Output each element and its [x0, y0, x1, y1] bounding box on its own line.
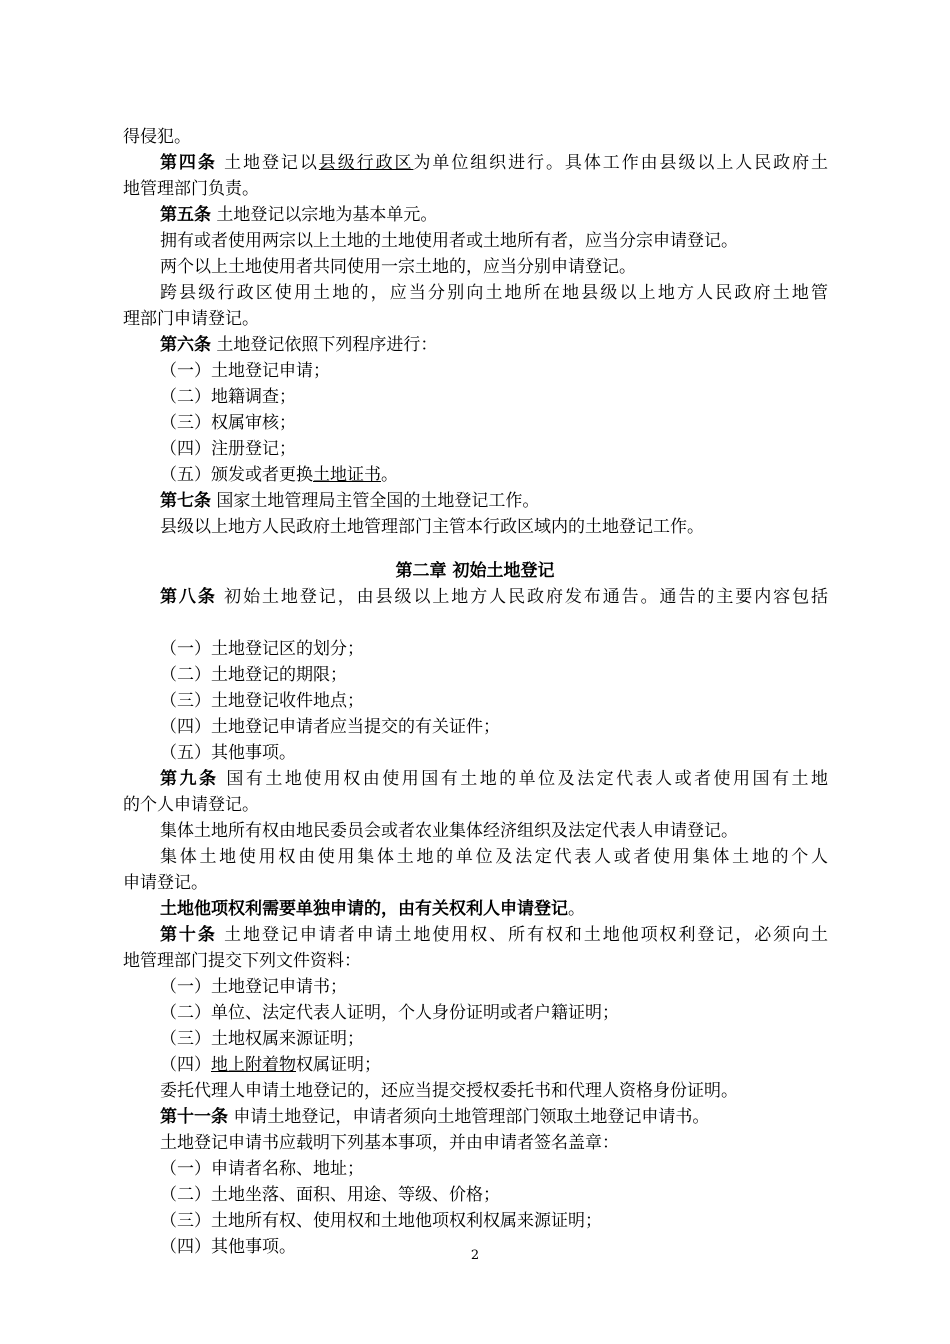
article-6-line: [160, 332, 828, 358]
list-item: （四）土地登记申请者应当提交的有关证件；: [160, 717, 500, 737]
underlined-term: 县级行政区: [318, 153, 414, 173]
underlined-term: 地上附着物: [211, 1055, 296, 1075]
paragraph-line: 县级以上地方人民政府土地管理部门主管本行政区域内的土地登记工作。: [160, 517, 704, 537]
list-item: [160, 462, 828, 488]
article-number: 第十条: [160, 925, 217, 945]
article-7-line: [160, 488, 828, 514]
text-run: 国家土地管理局主管全国的土地登记工作。: [211, 491, 540, 511]
list-item: [160, 1052, 828, 1078]
text-run: 土地登记以: [216, 153, 319, 173]
list-item: （二）土地坐落、面积、用途、等级、价格；: [160, 1185, 500, 1205]
paragraph-line: 地管理部门负责。: [123, 179, 259, 199]
article-11-line: [160, 1104, 828, 1130]
list-item: （一）土地登记区的划分；: [160, 639, 364, 659]
paragraph-line: 集体土地所有权由地民委员会或者农业集体经济组织及法定代表人申请登记。: [160, 821, 738, 841]
list-item: （二）单位、法定代表人证明，个人身份证明或者户籍证明；: [160, 1003, 619, 1023]
paragraph-line: 地管理部门提交下列文件资料：: [123, 951, 361, 971]
text-run: 申请土地登记，申请者须向土地管理部门领取土地登记申请书。: [228, 1107, 710, 1127]
paragraph-line: 两个以上土地使用者共同使用一宗土地的，应当分别申请登记。: [160, 257, 636, 277]
article-number: 第四条: [160, 153, 217, 173]
paragraph-line: 拥有或者使用两宗以上土地的土地使用者或土地所有者，应当分宗申请登记。: [160, 231, 738, 251]
paragraph-line: 委托代理人申请土地登记的，还应当提交授权委托书和代理人资格身份证明。: [160, 1081, 738, 1101]
page-number: 2: [470, 1248, 480, 1263]
chapter-heading: 第二章 初始土地登记: [395, 561, 555, 581]
list-item: （三）土地登记收件地点；: [160, 691, 364, 711]
text-run: 土地登记申请者申请土地使用权、所有权和土地他项权利登记，必须向土: [216, 925, 828, 945]
text-run: （五）颁发或者更换: [160, 465, 313, 485]
article-8-line: [160, 584, 828, 610]
list-item: （四）其他事项。: [160, 1237, 296, 1257]
article-number: 第五条: [160, 205, 211, 225]
article-number: 第七条: [160, 491, 211, 511]
list-item: （一）申请者名称、地址；: [160, 1159, 364, 1179]
paragraph-line: 土地登记申请书应载明下列基本事项，并由申请者签名盖章：: [160, 1133, 619, 1153]
paragraph-line: 申请登记。: [123, 873, 208, 893]
paragraph-line: 跨县级行政区使用土地的，应当分别向土地所在地县级以上地方人民政府土地管: [160, 283, 828, 303]
list-item: （三）土地所有权、使用权和土地他项权利权属来源证明；: [160, 1211, 602, 1231]
bold-text: 土地他项权利需要单独申请的，由有关权利人申请登记: [160, 899, 568, 919]
list-item: （一）土地登记申请；: [160, 361, 330, 381]
list-item: （二）地籍调查；: [160, 387, 296, 407]
text-run: 权属证明；: [296, 1055, 381, 1075]
list-item: （三）土地权属来源证明；: [160, 1029, 364, 1049]
text-run: 。: [381, 465, 398, 485]
list-item: （四）注册登记；: [160, 439, 296, 459]
article-number: 第八条: [160, 587, 217, 607]
bold-paragraph-line: [160, 896, 828, 922]
list-item: （五）其他事项。: [160, 743, 296, 763]
article-5-line: [160, 202, 828, 228]
text-run: 初始土地登记，由县级以上地方人民政府发布通告。通告的主要内容包括: [216, 587, 828, 607]
paragraph-line: 的个人申请登记。: [123, 795, 259, 815]
text-run: （四）: [160, 1055, 211, 1075]
text-run: 为单位组织进行。具体工作由县级以上人民政府土: [413, 153, 828, 173]
text-run: 。: [568, 899, 585, 919]
text-run: 土地登记依照下列程序进行：: [211, 335, 438, 355]
article-number: 第九条: [160, 769, 219, 789]
list-item: （二）土地登记的期限；: [160, 665, 347, 685]
text-run: 土地登记以宗地为基本单元。: [211, 205, 438, 225]
article-10-line: [160, 922, 828, 948]
list-item: （三）权属审核；: [160, 413, 296, 433]
paragraph-line: 得侵犯。: [123, 127, 191, 147]
paragraph-line: 集体土地使用权由使用集体土地的单位及法定代表人或者使用集体土地的个人: [160, 847, 828, 867]
text-run: 国有土地使用权由使用国有土地的单位及法定代表人或者使用国有土地: [218, 769, 828, 789]
article-9-line: [160, 766, 828, 792]
underlined-term: 土地证书: [313, 465, 381, 485]
article-number: 第十一条: [160, 1107, 228, 1127]
article-number: 第六条: [160, 335, 211, 355]
article-4-line: [160, 150, 828, 176]
paragraph-line: 理部门申请登记。: [123, 309, 259, 329]
list-item: （一）土地登记申请书；: [160, 977, 347, 997]
